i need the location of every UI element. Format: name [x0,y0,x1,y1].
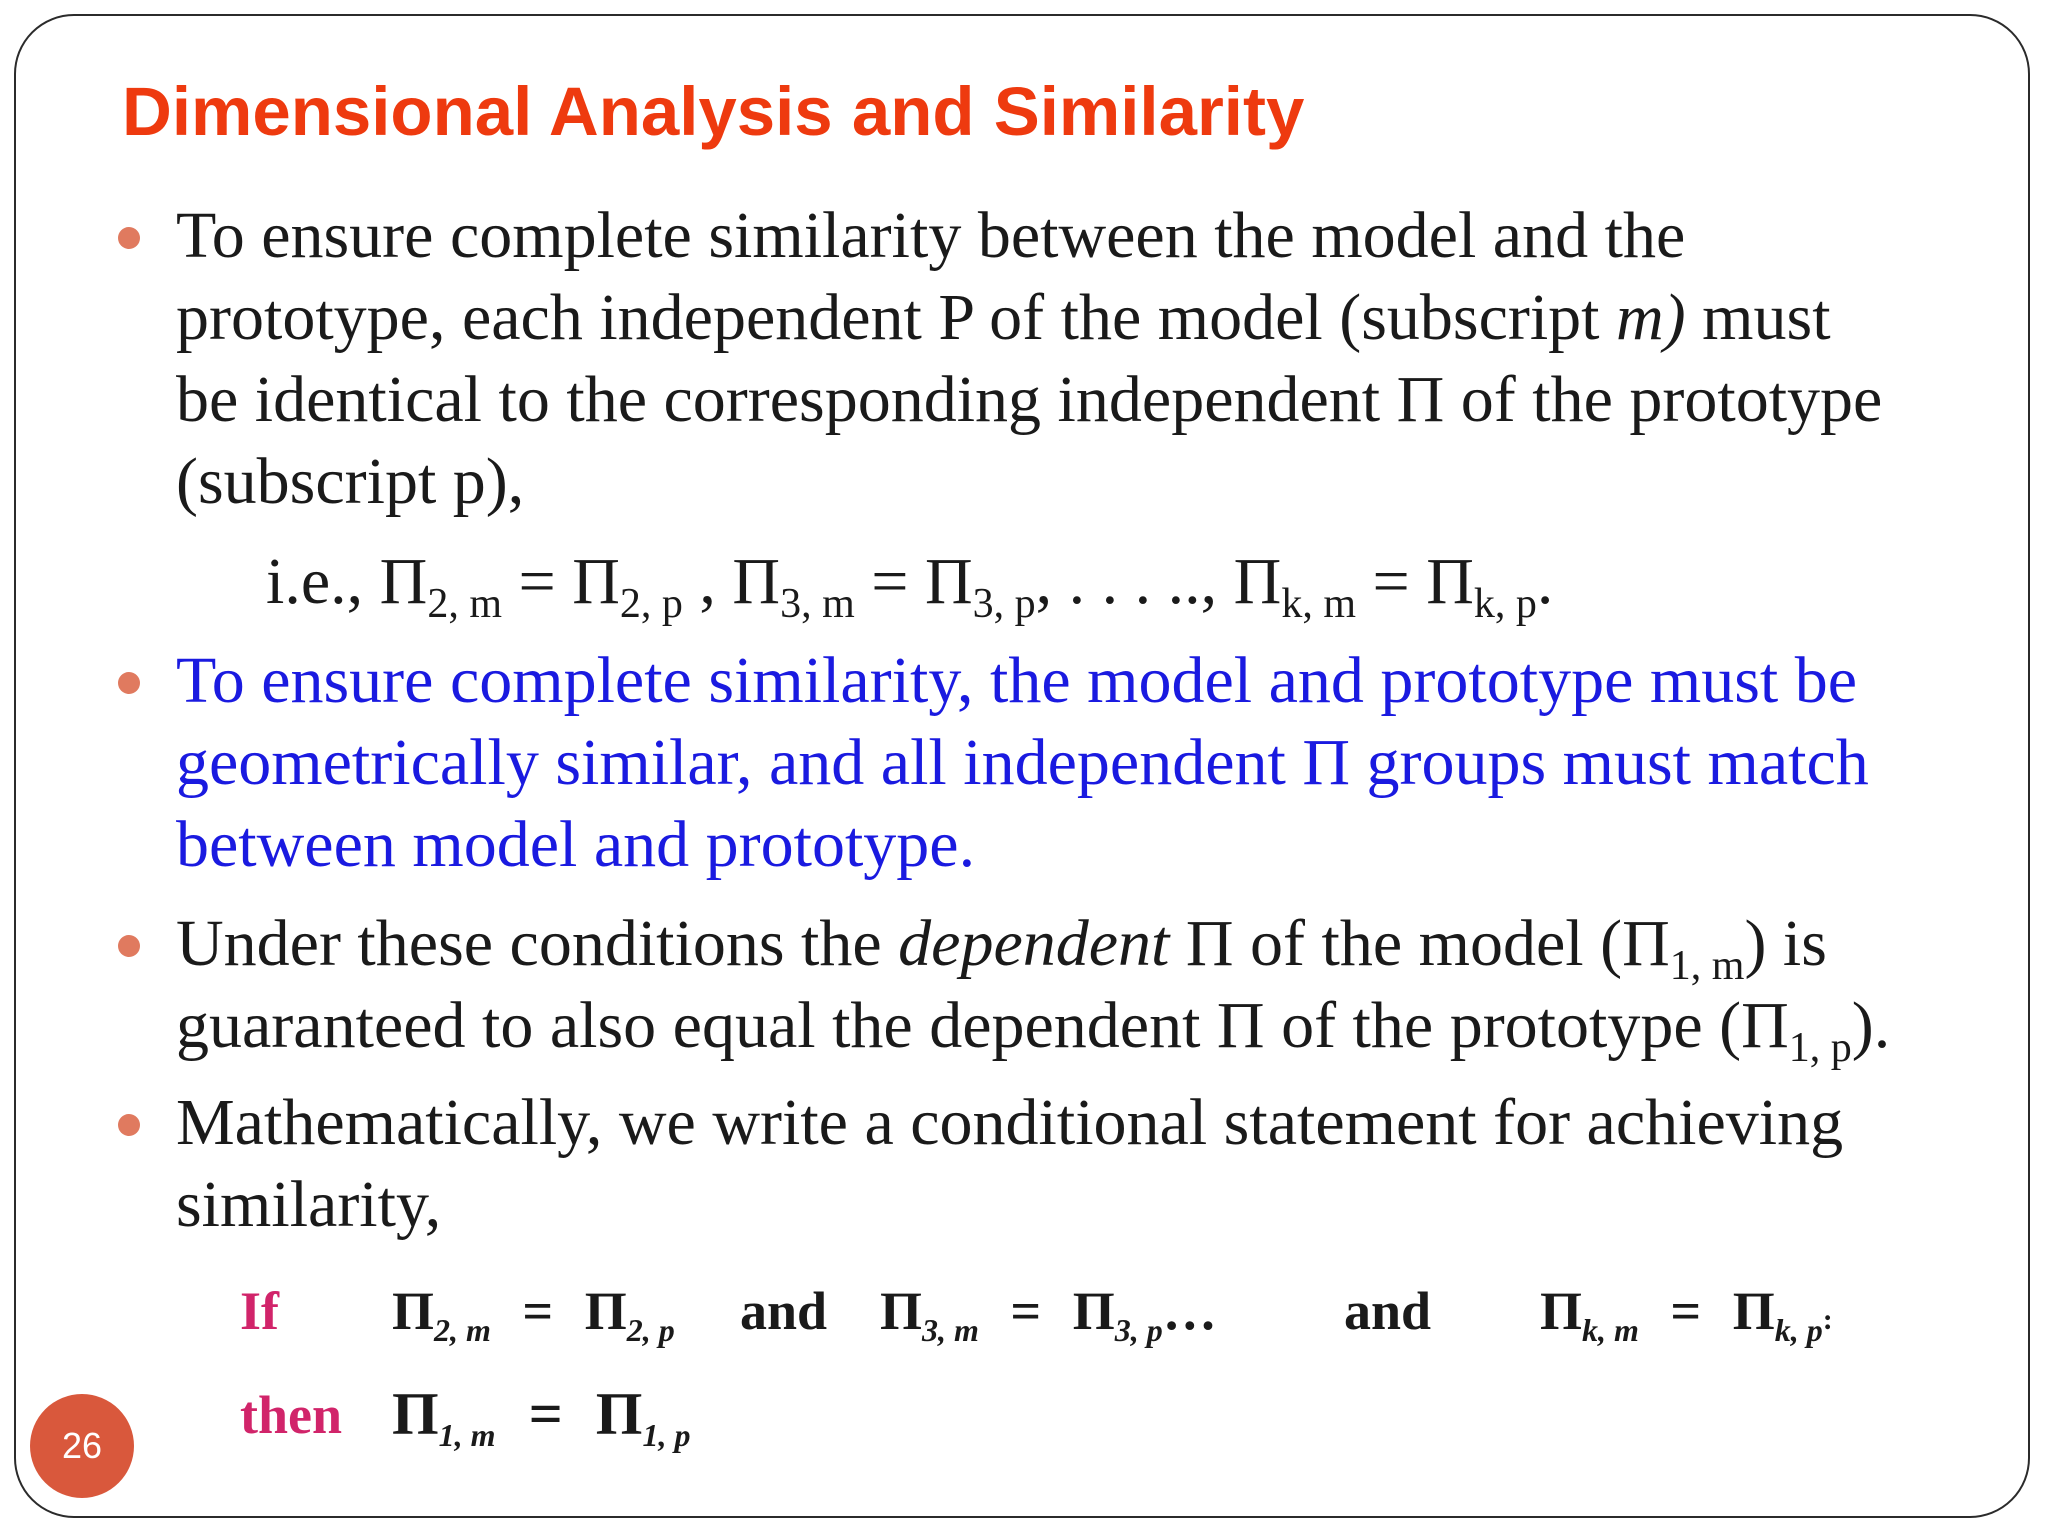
subscript-km: k, m [1281,581,1356,627]
cond-pi2 [392,1280,675,1348]
subscript-2m: 2, m [434,1312,491,1348]
period: . [1536,545,1554,618]
subscript-2p: 2, p [619,581,683,627]
subscript-1p: 1, p [1788,1025,1852,1071]
equals: = [854,545,925,618]
pi-symbol: Π [1233,545,1282,618]
bullet2-line1: To ensure complete similarity, the model and prototype must be [176,644,1858,717]
subscript-1m: 1, m [438,1417,496,1453]
equals: = [1355,545,1427,618]
equals: = [501,545,573,618]
equals: = [522,1281,554,1341]
subscript-kp: k, p [1473,581,1537,627]
bullet1-line1: To ensure complete similarity between the model and the [176,199,1686,272]
pi-symbol: Π [392,1381,439,1447]
pi-symbol: Π [572,545,620,618]
bullet-dot-4 [118,1114,140,1136]
cond-if: If [240,1281,279,1341]
subscript-1p: 1, p [642,1417,691,1453]
pi-symbol: Π [392,1281,435,1341]
bullet1-line2b: m) [1616,281,1686,354]
subscript-2m: 2, m [427,581,502,627]
cond-pik [1540,1280,1833,1348]
subscript-3m: 3, m [922,1312,979,1348]
equals: = [1670,1281,1702,1341]
bullet3-line2b: ). [1851,989,1891,1062]
bullet3-line1c: Π of the model (Π [1169,907,1670,980]
slide-title: Dimensional Analysis and Similarity [122,73,1305,150]
subscript-kp: k, p [1774,1312,1823,1348]
bullet1-line3: be identical to the corresponding independent Π of the prototype [176,363,1883,436]
bullet2-line3: between model and prototype. [176,808,976,881]
pi-symbol: Π [1540,1281,1583,1341]
subscript-3p: 3, p [972,581,1036,627]
separator: , [682,545,733,618]
bullet1-line2c: must [1685,281,1831,354]
ellipsis: , . . . .., [1035,545,1234,618]
bullet4-line2: similarity, [176,1168,442,1241]
slide-number-badge [30,1394,134,1498]
subscript-3m: 3, m [780,581,855,627]
pi-symbol: Π [1072,1281,1115,1341]
bullet3-line1 [176,906,1827,989]
bullet1-line2 [176,280,1831,356]
ellipsis: … [1162,1281,1217,1341]
bullet-dot-2 [118,672,140,694]
pi-symbol: Π [1732,1281,1775,1341]
pi-symbol: Π [924,545,973,618]
pi-symbol: Π [584,1281,627,1341]
bullet1-line4: (subscript p), [176,445,525,518]
pi-symbol: Π [732,545,781,618]
pi-symbol: Π [1426,545,1474,618]
subscript-km: k, m [1582,1312,1639,1348]
bullet2-line2: geometrically similar, and all independent Π groups must match [176,726,1869,799]
equals: = [1010,1281,1042,1341]
pi-symbol: Π [880,1281,923,1341]
bullet1-line2a: prototype, each independent P of the model (subscript [176,281,1617,354]
equals: = [528,1381,563,1447]
bullet-dot-3 [118,935,140,957]
slide-number: 26 [61,1425,103,1466]
bullet3-dependent: dependent [898,907,1170,980]
bullet3-line2a: guaranteed to also equal the dependent Π of the prototype (Π [176,989,1789,1062]
cond-pi3 [880,1280,1217,1348]
bullet3-line1a: Under these conditions the [176,907,899,980]
subscript-3p: 3, p [1114,1312,1163,1348]
pi-symbol: Π [595,1381,643,1447]
cond-pi1 [392,1380,691,1453]
bullet3-line2 [176,988,1891,1071]
ie-prefix: i.e., [266,545,380,618]
cond-and-1: and [740,1281,828,1341]
bullet3-line1d: ) is [1744,907,1827,980]
colon: : [1822,1303,1833,1336]
ie-equation [266,544,1554,627]
cond-then: then [240,1385,343,1445]
pi-symbol: Π [379,545,428,618]
bullet-dot-1 [118,227,140,249]
bullet4-line1: Mathematically, we write a conditional statement for achieving [176,1086,1844,1159]
subscript-1m: 1, m [1669,943,1745,989]
subscript-2p: 2, p [626,1312,675,1348]
cond-and-2: and [1344,1281,1432,1341]
